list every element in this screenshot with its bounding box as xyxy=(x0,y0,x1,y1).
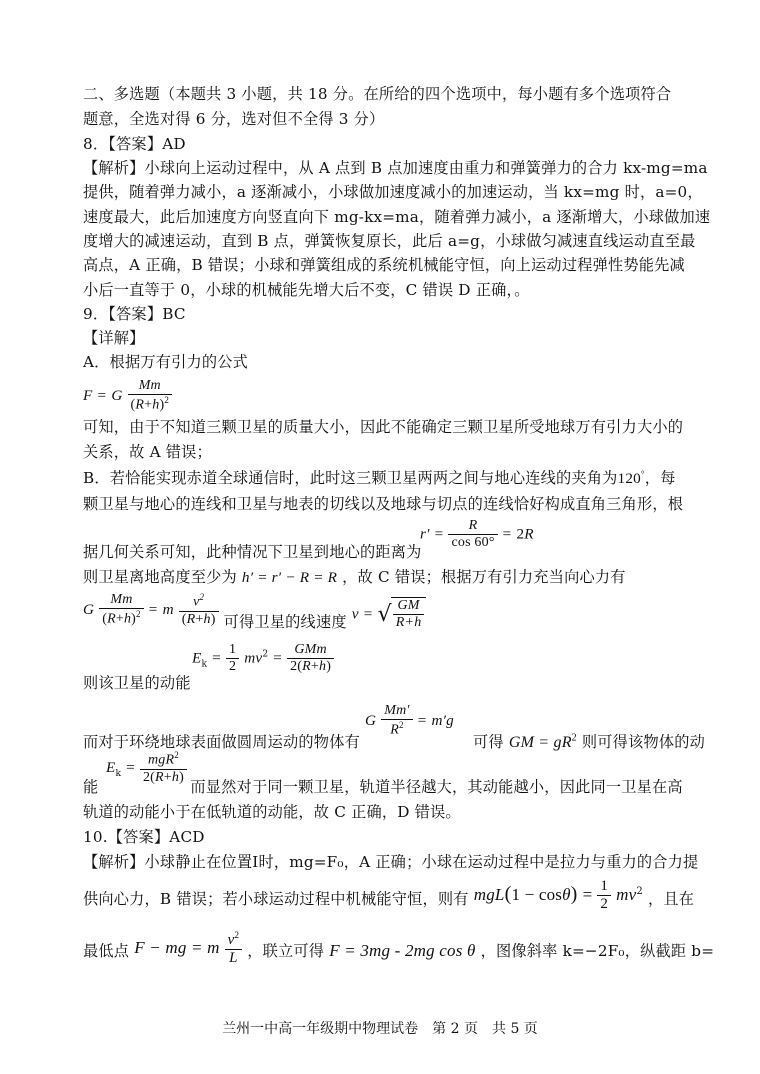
section-heading-line-1: 二、多选题（本题共 3 小题，共 18 分。在所给的四个选项中，每小题有多个选项符合 xyxy=(83,85,672,103)
conclusion-line-2: 轨道的动能小于在低轨道的动能，故 C 正确，D 错误。 xyxy=(83,803,461,821)
conclusion-text-1: 而显然对于同一颗卫星，轨道半径越大，其动能越小，因此同一卫星在高 xyxy=(190,778,683,796)
part-b-line-1-text: B．若恰能实现赤道全球通信时，此时这三颗卫星两两之间与地心连线的夹角为 xyxy=(83,469,618,487)
angle-120-formula: 120° xyxy=(617,468,645,487)
analysis-8-line-3: 速度最大，此后加速度方向竖直向下 mg-kx=ma，随着弹力减小，a 逐渐增大，小球做加速 xyxy=(83,208,711,226)
part-b-line-1-tail: ，每 xyxy=(644,469,676,487)
part-a-intro: A．根据万有引力的公式 xyxy=(83,353,249,371)
part-b-line-4-text: 则卫星离地高度至少为 xyxy=(83,568,237,586)
kinetic-energy-text: 则该卫星的动能 xyxy=(83,674,191,692)
combine-text: ，联立可得 xyxy=(247,941,325,960)
detail-heading-9: 【详解】 xyxy=(83,329,145,347)
surface-kinetic-energy-formula: $E_k$ = $\frac{mgR^2}{2(R+h)}$ xyxy=(106,750,187,786)
obtain-energy-text: 则可得该物体的动 xyxy=(581,732,706,751)
analysis-10-line-2-text: 供向心力，B 错误；若小球运动过程中机械能守恒，则有 xyxy=(83,889,469,908)
part-b-line-3: 据几何关系可知，此种情况下卫星到地心的距离为 xyxy=(83,543,422,561)
answer-8: 8．【答案】AD xyxy=(83,135,186,153)
energy-conservation-formula: mgL(1 − cosθ) = $\frac{1}{2}$ $mv^2$ xyxy=(473,878,643,912)
centripetal-equation: G $\frac{Mm}{(R+h)^2}$ = m $\frac{v^2}{(R+h)}$ 可得卫星的线速度 v = √ $\frac{GM}{R+h}$ xyxy=(83,592,426,628)
gm-formula: GM = $gR^2$ xyxy=(508,732,577,751)
part-a-text-1: 可知，由于不知道三颗卫星的质量大小，因此不能确定三颗卫星所受地球万有引力大小的 xyxy=(83,418,684,436)
lowest-point-formula: F − mg = m $\frac{v^2}{L}$ xyxy=(134,939,247,957)
surface-orbit-text: 而对于环绕地球表面做圆周运动的物体有 xyxy=(83,732,360,751)
section-heading-line-2: 题意，全选对得 6 分，选对但不全得 3 分） xyxy=(83,110,385,128)
analysis-10-line-3 xyxy=(83,930,714,967)
conclusion-line-1 xyxy=(83,776,683,797)
height-formula: h′ = r′ − R = R xyxy=(241,569,338,586)
part-b-line-4 xyxy=(83,566,626,587)
kinetic-energy-formula: $E_k$ = $\frac{1}{2}$ $mv^2$ = $\frac{\text{GMm}}{2(R+h)}$ xyxy=(192,642,334,675)
analysis-8-line-1: 【解析】小球向上运动过程中，从 A 点到 B 点加速度由重力和弹簧弹力的合力 kx-mg=ma xyxy=(83,159,708,177)
analysis-10-line-2-tail: ，且在 xyxy=(647,889,695,908)
part-a-text-2: 关系，故 A 错误； xyxy=(83,443,212,461)
part-b-line-4-tail: ，故 C 错误；根据万有引力充当向心力有 xyxy=(342,568,626,586)
velocity-text: 可得卫星的线速度 xyxy=(223,612,347,631)
analysis-10-line-1: 【解析】小球静止在位置Ⅰ时，mg=F₀，A 正确；小球在运动过程中是拉力与重力的合力提 xyxy=(83,853,699,871)
page-footer: 兰州一中高一年级期中物理试卷 第 2 页 共 5 页 xyxy=(222,1021,538,1037)
part-b-line-1 xyxy=(83,467,676,488)
velocity-formula: v = √ $\frac{GM}{R+h}$ xyxy=(352,597,427,631)
gravitation-formula: F = G $\frac{Mm}{(R+h)^2}$ xyxy=(83,378,172,414)
answer-9: 9．【答案】BC xyxy=(83,305,186,323)
analysis-8-line-4: 度增大的减速运动，直到 B 点，弹簧恢复原长，此后 a=g，小球做匀减速直线运动直至最 xyxy=(83,232,696,250)
slope-text: ，图像斜率 k=−2F₀，纵截距 b= xyxy=(480,941,715,960)
lowest-point-text: 最低点 xyxy=(83,941,130,960)
part-b-line-2: 颗卫星与地心的连线和卫星与地表的切线以及地球与切点的连线恰好构成直角三角形，根 xyxy=(83,495,684,513)
energy-char: 能 xyxy=(83,778,99,796)
surface-orbit-line: 而对于环绕地球表面做圆周运动的物体有 G $\frac{Mm'}{R^2}$ = m′g 可得 GM = $gR^2$ 则可得该物体的动 xyxy=(83,703,706,751)
analysis-8-line-6: 小后一直等于 0，小球的机械能先增大后不变，C 错误 D 正确，。 xyxy=(83,281,530,299)
distance-formula: r′ = $\frac{R}{\cos 60^\circ}$ = 2R xyxy=(420,518,534,550)
analysis-8-line-5: 高点，A 正确，B 错误；小球和弹簧组成的系统机械能守恒，向上运动过程弹性势能先减 xyxy=(83,256,685,274)
tension-formula: F = 3mg - 2mg cos θ xyxy=(329,940,476,960)
analysis-8-line-2: 提供，随着弹力减小，a 逐渐减小，小球做加速度减小的加速运动，当 kx=mg 时，a=0， xyxy=(83,183,703,201)
obtain-text: 可得 xyxy=(473,732,504,751)
analysis-10-line-2 xyxy=(83,878,694,913)
answer-10: 10.【答案】ACD xyxy=(83,828,205,846)
